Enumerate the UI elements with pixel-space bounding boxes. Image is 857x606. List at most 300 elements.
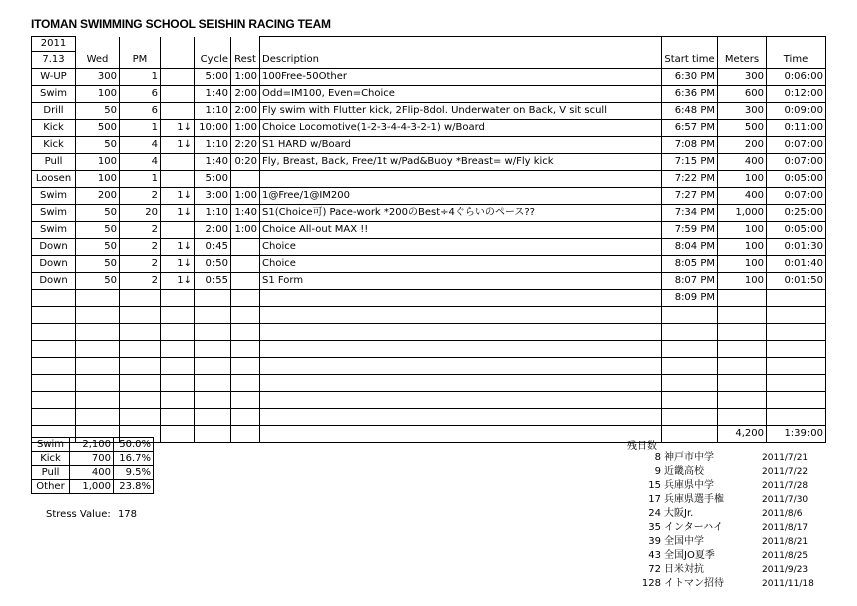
interval-arrow-cell — [161, 324, 195, 341]
event-date: 2011/7/28 — [762, 481, 809, 491]
rest-cell: 1:00 — [231, 69, 260, 86]
cycle-cell — [195, 375, 231, 392]
meters-cell: 400 — [718, 188, 767, 205]
time-cell: 0:12:00 — [767, 86, 826, 103]
days-remaining: 15 — [648, 480, 661, 491]
table-row — [32, 375, 826, 392]
distance-cell: 50 — [76, 273, 120, 290]
set-type-cell: Swim — [32, 205, 76, 222]
rest-cell: 2:00 — [231, 86, 260, 103]
description-cell — [260, 426, 662, 443]
rest-cell: 1:00 — [231, 188, 260, 205]
date-cell: 7.13 — [32, 52, 76, 69]
table-row — [32, 409, 826, 426]
list-item — [632, 563, 814, 577]
cycle-cell — [195, 392, 231, 409]
cycle-cell — [195, 290, 231, 307]
reps-cell: 1 — [120, 120, 161, 137]
distance-cell: 50 — [76, 239, 120, 256]
start-time-cell — [662, 341, 718, 358]
rest-cell — [231, 375, 260, 392]
distance-cell — [76, 392, 120, 409]
summary-meters: 400 — [70, 466, 114, 480]
reps-cell — [120, 290, 161, 307]
reps-cell — [120, 341, 161, 358]
days-remaining: 128 — [641, 578, 661, 589]
set-type-cell — [32, 392, 76, 409]
summary-percent: 23.8% — [114, 480, 154, 494]
time-cell — [767, 409, 826, 426]
table-row — [32, 86, 826, 103]
cycle-cell: 1:10 — [195, 137, 231, 154]
meters-cell — [718, 324, 767, 341]
set-type-cell — [32, 358, 76, 375]
time-cell — [767, 307, 826, 324]
distance-cell — [76, 290, 120, 307]
table-row — [32, 171, 826, 188]
reps-cell — [120, 392, 161, 409]
cycle-header: Cycle — [195, 52, 231, 69]
cycle-cell — [195, 426, 231, 443]
reps-cell: 2 — [120, 222, 161, 239]
event-date: 2011/8/17 — [762, 523, 809, 533]
description-cell: S1 Form — [260, 273, 662, 290]
description-cell — [260, 290, 662, 307]
summary-row — [32, 480, 154, 494]
table-row — [32, 188, 826, 205]
reps-cell: 4 — [120, 154, 161, 171]
header-row-2 — [32, 52, 826, 69]
event-name: 兵庫県中学 — [664, 480, 714, 491]
set-type-cell: Down — [32, 256, 76, 273]
description-cell — [260, 307, 662, 324]
start-time-cell: 6:48 PM — [662, 103, 718, 120]
description-cell — [260, 358, 662, 375]
meters-cell: 300 — [718, 69, 767, 86]
summary-row — [32, 438, 154, 452]
set-type-cell: Down — [32, 273, 76, 290]
interval-arrow-cell — [161, 409, 195, 426]
summary-row — [32, 452, 154, 466]
description-cell: S1(Choice可) Pace-work *200のBest÷4ぐらいのペース?? — [260, 205, 662, 222]
start-time-cell: 8:09 PM — [662, 290, 718, 307]
list-item — [632, 507, 814, 521]
table-row — [32, 103, 826, 120]
cycle-cell — [195, 341, 231, 358]
rest-cell — [231, 324, 260, 341]
cycle-cell: 5:00 — [195, 171, 231, 188]
description-cell: Choice — [260, 256, 662, 273]
set-type-cell: Swim — [32, 188, 76, 205]
start-time-cell: 7:34 PM — [662, 205, 718, 222]
cycle-cell — [195, 307, 231, 324]
description-cell — [260, 324, 662, 341]
start-time-cell — [662, 392, 718, 409]
distance-cell — [76, 358, 120, 375]
distance-cell — [76, 324, 120, 341]
cycle-cell: 2:00 — [195, 222, 231, 239]
set-type-cell: Down — [32, 239, 76, 256]
interval-arrow-cell — [161, 103, 195, 120]
meters-cell: 400 — [718, 154, 767, 171]
weekday-header: Wed — [76, 52, 120, 69]
time-cell: 0:07:00 — [767, 154, 826, 171]
list-item — [632, 577, 814, 591]
distance-cell: 100 — [76, 154, 120, 171]
description-cell: Choice Locomotive(1-2-3-4-4-3-2-1) w/Board — [260, 120, 662, 137]
start-time-cell: 7:08 PM — [662, 137, 718, 154]
list-item — [632, 535, 814, 549]
description-cell — [260, 171, 662, 188]
meters-cell: 100 — [718, 239, 767, 256]
description-cell: Fly, Breast, Back, Free/1t w/Pad&Buoy *Breast= w/Fly kick — [260, 154, 662, 171]
distance-cell: 100 — [76, 86, 120, 103]
distance-cell — [76, 307, 120, 324]
interval-arrow-cell — [161, 171, 195, 188]
start-time-cell: 8:07 PM — [662, 273, 718, 290]
set-type-cell — [32, 324, 76, 341]
reps-cell — [120, 324, 161, 341]
event-date: 2011/7/22 — [762, 467, 809, 477]
reps-cell: 2 — [120, 256, 161, 273]
reps-cell: 2 — [120, 273, 161, 290]
rest-cell — [231, 409, 260, 426]
cycle-cell — [195, 409, 231, 426]
interval-arrow-cell — [161, 307, 195, 324]
days-remaining: 24 — [648, 508, 661, 519]
description-cell: S1 HARD w/Board — [260, 137, 662, 154]
event-date: 2011/11/18 — [762, 579, 814, 589]
description-cell — [260, 341, 662, 358]
rest-cell: 0:20 — [231, 154, 260, 171]
event-name: 兵庫県選手権 — [664, 494, 724, 505]
distance-cell: 50 — [76, 256, 120, 273]
event-name: 神戸市中学 — [664, 452, 714, 463]
list-item — [632, 479, 814, 493]
meters-cell: 200 — [718, 137, 767, 154]
distance-cell: 50 — [76, 137, 120, 154]
start-time-cell: 7:15 PM — [662, 154, 718, 171]
interval-arrow-cell: 1↓ — [161, 188, 195, 205]
set-type-cell — [32, 375, 76, 392]
cycle-cell — [195, 358, 231, 375]
cycle-cell: 1:40 — [195, 86, 231, 103]
reps-cell: 6 — [120, 103, 161, 120]
interval-arrow-cell — [161, 392, 195, 409]
event-date: 2011/8/6 — [762, 509, 803, 519]
distance-cell — [76, 375, 120, 392]
table-row — [32, 273, 826, 290]
distance-cell: 500 — [76, 120, 120, 137]
start-time-cell — [662, 426, 718, 443]
start-time-cell — [662, 375, 718, 392]
event-name: 近畿高校 — [664, 466, 704, 477]
rest-cell — [231, 358, 260, 375]
event-date: 2011/7/21 — [762, 453, 809, 463]
meters-cell — [718, 375, 767, 392]
description-header: Description — [260, 52, 662, 69]
meters-cell: 600 — [718, 86, 767, 103]
interval-arrow-cell: 1↓ — [161, 256, 195, 273]
description-cell: 1@Free/1@IM200 — [260, 188, 662, 205]
reps-cell: 6 — [120, 86, 161, 103]
rest-cell: 1:00 — [231, 222, 260, 239]
meters-cell — [718, 341, 767, 358]
start-time-cell — [662, 409, 718, 426]
interval-arrow-cell — [161, 290, 195, 307]
interval-arrow-cell — [161, 154, 195, 171]
cycle-cell: 3:00 — [195, 188, 231, 205]
table-row — [32, 341, 826, 358]
description-cell: Odd=IM100, Even=Choice — [260, 86, 662, 103]
cycle-cell: 10:00 — [195, 120, 231, 137]
event-name: 大阪Jr. — [664, 508, 694, 519]
cycle-cell — [195, 324, 231, 341]
time-cell: 0:01:30 — [767, 239, 826, 256]
interval-arrow-cell — [161, 69, 195, 86]
event-name: 日米対抗 — [664, 564, 704, 575]
time-cell: 0:11:00 — [767, 120, 826, 137]
interval-arrow-cell: 1↓ — [161, 137, 195, 154]
distance-cell: 50 — [76, 222, 120, 239]
start-time-cell: 7:27 PM — [662, 188, 718, 205]
set-type-cell: Kick — [32, 137, 76, 154]
reps-cell: 4 — [120, 137, 161, 154]
rest-cell: 2:20 — [231, 137, 260, 154]
rest-cell — [231, 239, 260, 256]
interval-arrow-cell: 1↓ — [161, 239, 195, 256]
set-type-cell: Pull — [32, 154, 76, 171]
distance-cell: 300 — [76, 69, 120, 86]
interval-arrow-cell — [161, 341, 195, 358]
cycle-cell: 0:45 — [195, 239, 231, 256]
distance-cell: 100 — [76, 171, 120, 188]
list-item — [632, 549, 814, 563]
start-time-cell: 6:30 PM — [662, 69, 718, 86]
distance-cell: 50 — [76, 205, 120, 222]
session-header: PM — [120, 52, 161, 69]
reps-cell — [120, 307, 161, 324]
rest-cell — [231, 426, 260, 443]
cycle-cell: 1:10 — [195, 205, 231, 222]
start-time-cell: 7:22 PM — [662, 171, 718, 188]
time-cell: 0:09:00 — [767, 103, 826, 120]
set-type-cell — [32, 307, 76, 324]
interval-arrow-cell: 1↓ — [161, 205, 195, 222]
days-remaining: 43 — [648, 550, 661, 561]
list-item — [632, 521, 814, 535]
set-type-cell: Swim — [32, 222, 76, 239]
interval-arrow-cell — [161, 222, 195, 239]
cycle-cell: 0:50 — [195, 256, 231, 273]
table-row — [32, 137, 826, 154]
meters-cell: 500 — [718, 120, 767, 137]
meters-cell — [718, 290, 767, 307]
cycle-cell: 0:55 — [195, 273, 231, 290]
remaining-days-title: 残日数 — [627, 441, 657, 452]
summary-meters: 1,000 — [70, 480, 114, 494]
time-cell: 0:25:00 — [767, 205, 826, 222]
meters-cell — [718, 358, 767, 375]
stress-number: 178 — [117, 509, 138, 520]
rest-cell — [231, 290, 260, 307]
header-row-1 — [32, 37, 826, 52]
description-cell — [260, 409, 662, 426]
table-row — [32, 358, 826, 375]
list-item — [632, 493, 814, 507]
summary-percent: 50.0% — [114, 438, 154, 452]
event-name: インターハイ — [664, 522, 724, 533]
summary-table — [31, 437, 154, 494]
table-row — [32, 307, 826, 324]
set-type-cell: Kick — [32, 120, 76, 137]
reps-cell: 20 — [120, 205, 161, 222]
reps-cell: 2 — [120, 188, 161, 205]
summary-percent: 16.7% — [114, 452, 154, 466]
days-remaining: 8 — [654, 452, 661, 463]
table-row — [32, 290, 826, 307]
time-cell — [767, 375, 826, 392]
days-remaining: 17 — [648, 494, 661, 505]
meters-cell: 100 — [718, 171, 767, 188]
meters-cell: 100 — [718, 222, 767, 239]
cycle-cell: 5:00 — [195, 69, 231, 86]
description-cell: Choice All-out MAX !! — [260, 222, 662, 239]
time-cell: 0:07:00 — [767, 137, 826, 154]
meters-cell: 300 — [718, 103, 767, 120]
stress-value — [46, 509, 137, 520]
total-meters-cell: 4,200 — [718, 426, 767, 443]
meters-cell — [718, 392, 767, 409]
reps-cell — [120, 375, 161, 392]
days-remaining: 39 — [648, 536, 661, 547]
description-cell — [260, 375, 662, 392]
meters-cell — [718, 307, 767, 324]
time-cell — [767, 358, 826, 375]
interval-arrow-cell: 1↓ — [161, 273, 195, 290]
list-item — [632, 465, 814, 479]
time-cell — [767, 341, 826, 358]
event-date: 2011/8/25 — [762, 551, 809, 561]
summary-label: Swim — [32, 438, 70, 452]
days-remaining: 9 — [654, 466, 661, 477]
time-cell — [767, 392, 826, 409]
description-cell: Fly swim with Flutter kick, 2Flip-8dol. Underwater on Back, V sit scull — [260, 103, 662, 120]
summary-label: Pull — [32, 466, 70, 480]
set-type-cell: Loosen — [32, 171, 76, 188]
start-time-cell: 7:59 PM — [662, 222, 718, 239]
time-cell: 0:05:00 — [767, 222, 826, 239]
event-name: 全国JO夏季 — [664, 550, 715, 561]
table-row — [32, 392, 826, 409]
time-cell: 0:01:40 — [767, 256, 826, 273]
distance-cell: 200 — [76, 188, 120, 205]
set-type-cell — [32, 341, 76, 358]
summary-meters: 700 — [70, 452, 114, 466]
time-cell — [767, 290, 826, 307]
rest-cell — [231, 256, 260, 273]
event-name: イトマン招待 — [664, 578, 724, 589]
start-time-cell — [662, 307, 718, 324]
interval-arrow-cell: 1↓ — [161, 120, 195, 137]
year-cell: 2011 — [32, 37, 76, 52]
rest-cell — [231, 341, 260, 358]
distance-cell — [76, 341, 120, 358]
time-cell: 0:06:00 — [767, 69, 826, 86]
page-title: ITOMAN SWIMMING SCHOOL SEISHIN RACING TEAM — [31, 17, 331, 31]
table-row — [32, 120, 826, 137]
start-time-cell: 8:05 PM — [662, 256, 718, 273]
meters-cell: 1,000 — [718, 205, 767, 222]
reps-cell: 1 — [120, 171, 161, 188]
workout-table — [31, 36, 826, 443]
start-time-cell: 6:36 PM — [662, 86, 718, 103]
reps-cell — [120, 358, 161, 375]
start-time-header: Start time — [662, 52, 718, 69]
meters-cell: 100 — [718, 273, 767, 290]
start-time-cell: 8:04 PM — [662, 239, 718, 256]
meters-header: Meters — [718, 52, 767, 69]
reps-cell — [120, 409, 161, 426]
rest-cell — [231, 392, 260, 409]
summary-label: Kick — [32, 452, 70, 466]
table-row — [32, 69, 826, 86]
description-cell: 100Free-50Other — [260, 69, 662, 86]
stress-label: Stress Value: — [46, 509, 111, 520]
time-cell — [767, 324, 826, 341]
description-cell — [260, 392, 662, 409]
table-row — [32, 256, 826, 273]
cycle-cell: 1:10 — [195, 103, 231, 120]
event-date: 2011/7/30 — [762, 495, 809, 505]
set-type-cell: Swim — [32, 86, 76, 103]
rest-cell: 1:00 — [231, 120, 260, 137]
time-cell: 0:07:00 — [767, 188, 826, 205]
table-row — [32, 324, 826, 341]
meters-cell — [718, 409, 767, 426]
table-row — [32, 154, 826, 171]
rest-cell — [231, 307, 260, 324]
description-cell: Choice — [260, 239, 662, 256]
interval-arrow-cell — [161, 86, 195, 103]
set-type-cell — [32, 409, 76, 426]
time-cell: 0:05:00 — [767, 171, 826, 188]
reps-cell: 2 — [120, 239, 161, 256]
start-time-cell — [662, 358, 718, 375]
interval-arrow-cell — [161, 358, 195, 375]
rest-cell — [231, 171, 260, 188]
cycle-cell: 1:40 — [195, 154, 231, 171]
rest-cell — [231, 273, 260, 290]
event-name: 全国中学 — [664, 536, 704, 547]
time-header: Time — [767, 52, 826, 69]
summary-percent: 9.5% — [114, 466, 154, 480]
interval-arrow-cell — [161, 375, 195, 392]
reps-cell: 1 — [120, 69, 161, 86]
event-date: 2011/9/23 — [762, 565, 809, 575]
table-row — [32, 205, 826, 222]
rest-header: Rest — [231, 52, 260, 69]
set-type-cell: W-UP — [32, 69, 76, 86]
event-date: 2011/8/21 — [762, 537, 809, 547]
summary-label: Other — [32, 480, 70, 494]
summary-meters: 2,100 — [70, 438, 114, 452]
rest-cell: 2:00 — [231, 103, 260, 120]
set-type-cell: Drill — [32, 103, 76, 120]
table-row — [32, 239, 826, 256]
distance-cell — [76, 409, 120, 426]
interval-arrow-cell — [161, 426, 195, 443]
